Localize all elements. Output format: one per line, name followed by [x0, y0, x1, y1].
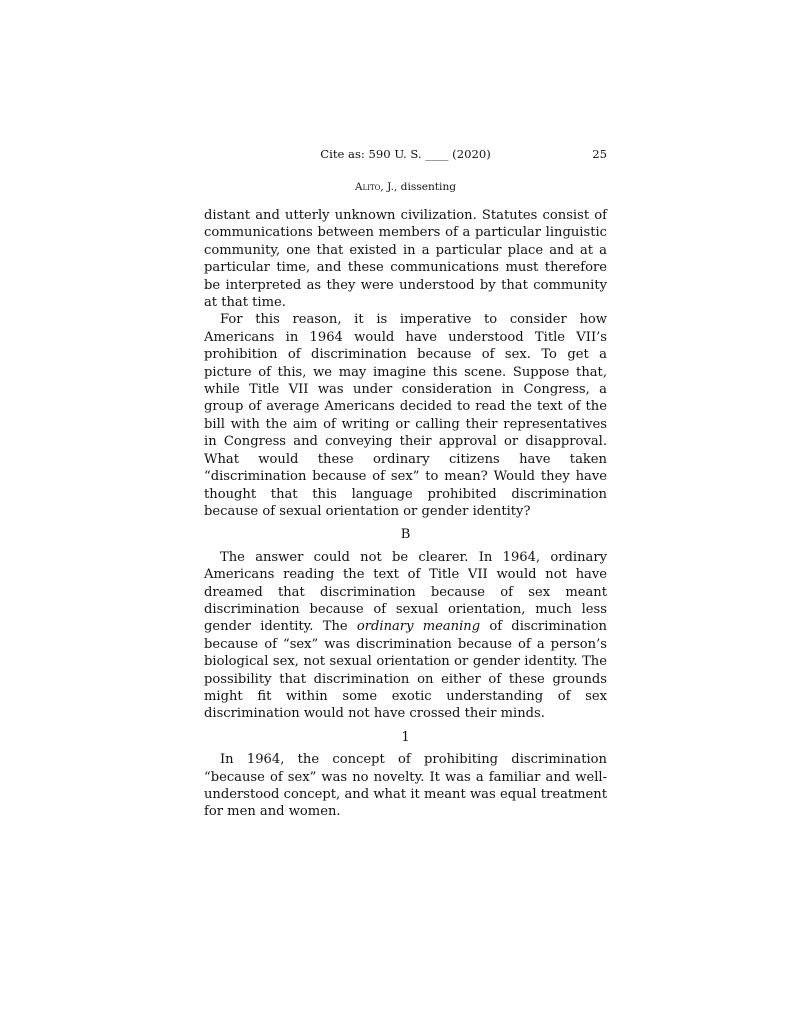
paragraph-3-part-a: The answer could not be clearer. In 1964, ordinary Americans reading the text of Title VII would not have dreamed that discrimination because of sex meant discrimination because of sexual orientation, much less gender identity. The — [204, 549, 607, 635]
paragraph-1: distant and utterly unknown civilization. Statutes consist of communications between members of a particular linguistic community, one that existed in a particular place and at a particular time, and these communications must therefore be interpreted as they were understood by that community at that time. — [204, 208, 607, 311]
paragraph-2: For this reason, it is imperative to consider how Americans in 1964 would have understood Title VII’s prohibition of discrimination because of sex. To get a picture of this, we may imagine this scene. Suppose that, while Title VII was under consideration in Congress, a group of average Americans decided to read the text of the bill with the aim of writing or calling their representatives in Congress and conveying their approval or disapproval. What would these ordinary citizens have taken “discrimination because of sex” to mean? Would they have thought that this language prohibited discrimination because of sexual orientation or gender identity? — [204, 312, 607, 519]
paragraph-3-emphasis: ordinary meaning — [356, 619, 481, 635]
page-header — [204, 147, 607, 165]
citation: Cite as: 590 U. S. ____ (2020) — [320, 147, 491, 161]
running-head-suffix: , J., dissenting — [380, 181, 457, 193]
body-text — [204, 207, 607, 821]
paragraph-3-part-b: of discrimination because of “sex” was discrimination because of a person’s biological sex, not sexual orientation or gender identity. The possibility that discrimination on either of these grounds might fit within some exotic understanding of sex discrimination would not have crossed their minds. — [204, 619, 607, 722]
page-number: 25 — [592, 147, 607, 161]
section-heading-1: 1 — [401, 729, 410, 745]
paragraph-3 — [204, 549, 607, 723]
section-heading-b: B — [400, 527, 411, 543]
paragraph-4: In 1964, the concept of prohibiting discrimination “because of sex” was no novelty. It was a familiar and well-understood concept, and what it meant was equal treatment for men and women. — [204, 752, 607, 820]
running-head — [204, 181, 607, 193]
running-head-author: Alito — [354, 181, 381, 193]
